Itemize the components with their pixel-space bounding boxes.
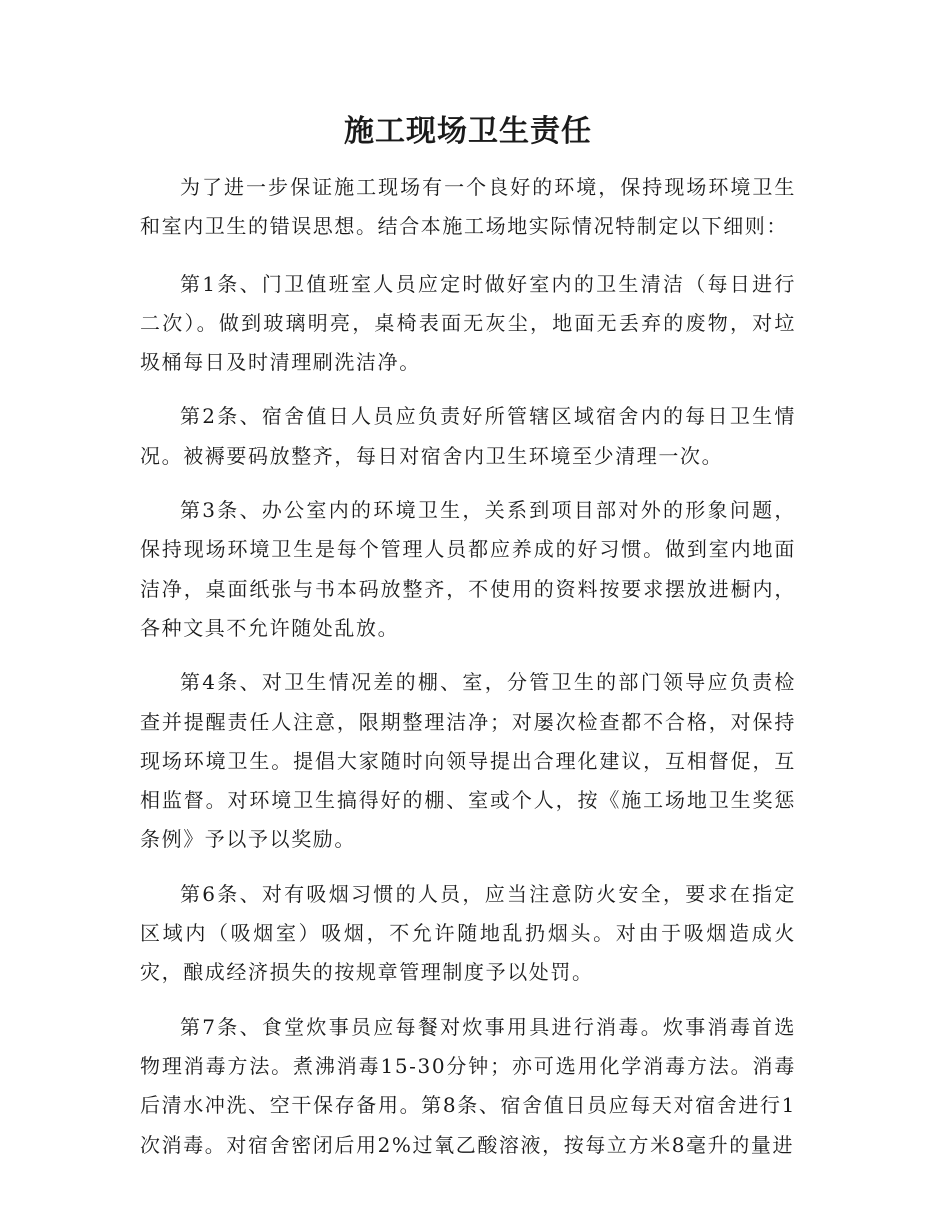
article-7-paragraph: 第7条、食堂炊事员应每餐对炊事用具进行消毒。炊事消毒首选物理消毒方法。煮沸消毒15-30分钟；亦可选用化学消毒方法。消毒后清水冲洗、空干保存备用。第8条、宿舍值日员应每天对宿舍进行1次消毒。对宿舍密闭后用2%过氧乙酸溶液，按每立方米8毫升的量进 — [140, 1014, 796, 1157]
article-1-paragraph: 第1条、门卫值班室人员应定时做好室内的卫生清洁（每日进行二次）。做到玻璃明亮，桌椅表面无灰尘，地面无丢弃的废物，对垃圾桶每日及时清理刷洗洁净。 — [140, 271, 796, 375]
document-page — [140, 108, 796, 1180]
document-title: 施工现场卫生责任 — [344, 114, 592, 149]
article-4-paragraph: 第4条、对卫生情况差的棚、室，分管卫生的部门领导应负责检查并提醒责任人注意，限期整理洁净；对屡次检查都不合格，对保持现场环境卫生。提倡大家随时向领导提出合理化建议，互相督促，互相监督。对环境卫生搞得好的棚、室或个人，按《施工场地卫生奖惩条例》予以予以奖励。 — [140, 670, 796, 852]
article-2-paragraph: 第2条、宿舍值日人员应负责好所管辖区域宿舍内的每日卫生情况。被褥要码放整齐，每日对宿舍内卫生环境至少清理一次。 — [140, 404, 796, 468]
intro-paragraph: 为了进一步保证施工现场有一个良好的环境，保持现场环境卫生和室内卫生的错误思想。结合本施工场地实际情况特制定以下细则： — [140, 175, 796, 239]
article-3-paragraph: 第3条、办公室内的环境卫生，关系到项目部对外的形象问题，保持现场环境卫生是每个管理人员都应养成的好习惯。做到室内地面洁净，桌面纸张与书本码放整齐，不使用的资料按要求摆放进橱内，各种文具不允许随处乱放。 — [140, 498, 796, 640]
article-6-paragraph: 第6条、对有吸烟习惯的人员，应当注意防火安全，要求在指定区域内（吸烟室）吸烟，不允许随地乱扔烟头。对由于吸烟造成火灾，酿成经济损失的按规章管理制度予以处罚。 — [140, 881, 796, 985]
